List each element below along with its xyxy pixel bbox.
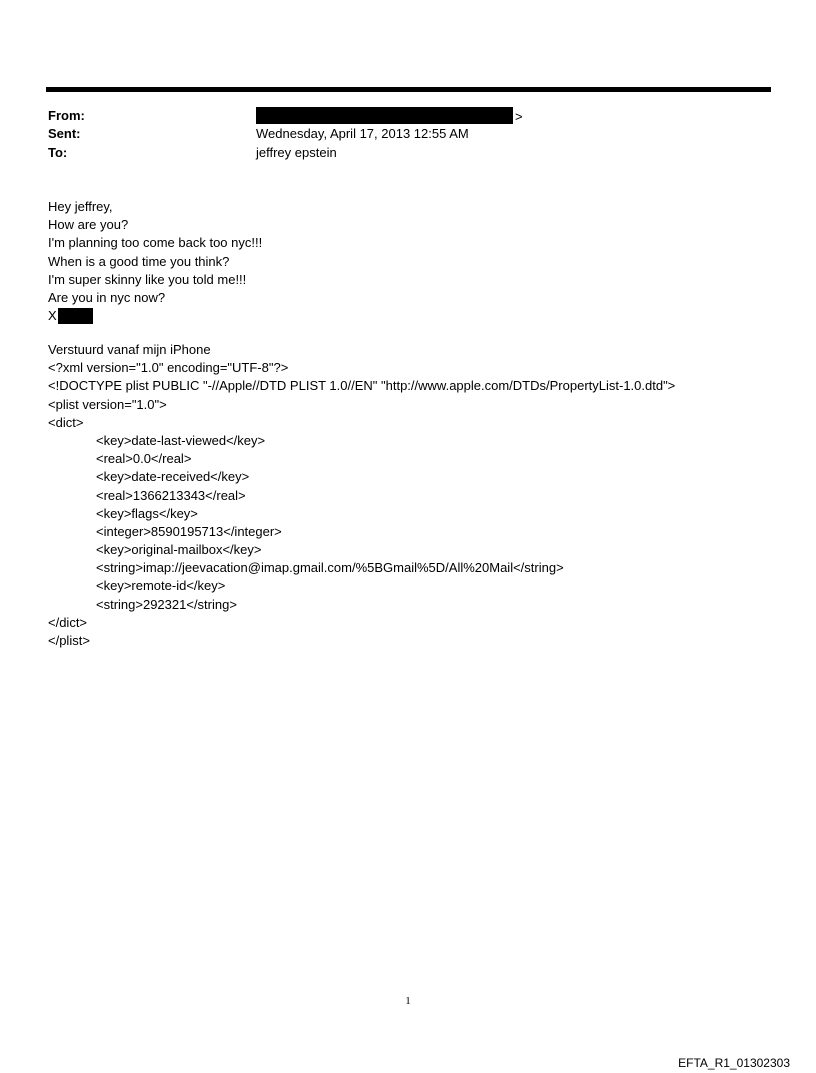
xml-declaration: <?xml version="1.0" encoding="UTF-8"?> xyxy=(48,360,289,376)
body-line: Hey jeffrey, xyxy=(48,199,113,214)
body-line: I'm super skinny like you told me!!! xyxy=(48,271,247,287)
plist-entry: <string>imap://jeevacation@imap.gmail.com/%5BGmail%5D/All%20Mail</string> xyxy=(96,560,564,576)
message-body xyxy=(48,198,262,325)
plist-entry: <key>flags</key> xyxy=(96,505,198,521)
plist-entry: <key>original-mailbox</key> xyxy=(96,542,262,558)
from-redaction xyxy=(256,107,513,124)
sent-label: Sent: xyxy=(48,126,81,141)
plist-entry: <string>292321</string> xyxy=(96,596,237,612)
body-line: How are you? xyxy=(48,217,129,233)
plist-open: <plist version="1.0"> xyxy=(48,396,167,412)
sign-off-line xyxy=(48,307,262,325)
dict-open: <dict> xyxy=(48,414,84,430)
plist-entry: <key>remote-id</key> xyxy=(96,578,226,594)
plist-entry: <real>0.0</real> xyxy=(96,451,192,467)
plist-entry: <key>date-last-viewed</key> xyxy=(96,432,266,448)
plist-block xyxy=(48,341,675,650)
sign-off-redaction xyxy=(58,308,93,324)
plist-entry: <integer>8590195713</integer> xyxy=(96,523,282,539)
body-line: Are you in nyc now? xyxy=(48,289,166,305)
document-id: EFTA_R1_01302303 xyxy=(678,1056,790,1070)
plist-entry: <key>date-received</key> xyxy=(96,469,250,485)
from-suffix: > xyxy=(515,109,523,124)
mobile-signature: Verstuurd vanaf mijn iPhone xyxy=(48,342,211,357)
plist-entry: <real>1366213343</real> xyxy=(96,487,246,503)
body-line: I'm planning too come back too nyc!!! xyxy=(48,235,263,251)
page-number: 1 xyxy=(405,995,411,1007)
header-divider xyxy=(46,87,771,92)
from-label: From: xyxy=(48,108,85,123)
plist-close: </plist> xyxy=(48,633,90,648)
dict-close: </dict> xyxy=(48,614,88,630)
sent-value: Wednesday, April 17, 2013 12:55 AM xyxy=(256,126,469,141)
sign-off: X xyxy=(48,308,57,324)
doctype-line: <!DOCTYPE plist PUBLIC "-//Apple//DTD PLIST 1.0//EN" "http://www.apple.com/DTDs/PropertyList-1.0.dtd"> xyxy=(48,378,676,394)
to-value: jeffrey epstein xyxy=(256,145,337,160)
body-line: When is a good time you think? xyxy=(48,253,230,269)
to-label: To: xyxy=(48,145,68,160)
